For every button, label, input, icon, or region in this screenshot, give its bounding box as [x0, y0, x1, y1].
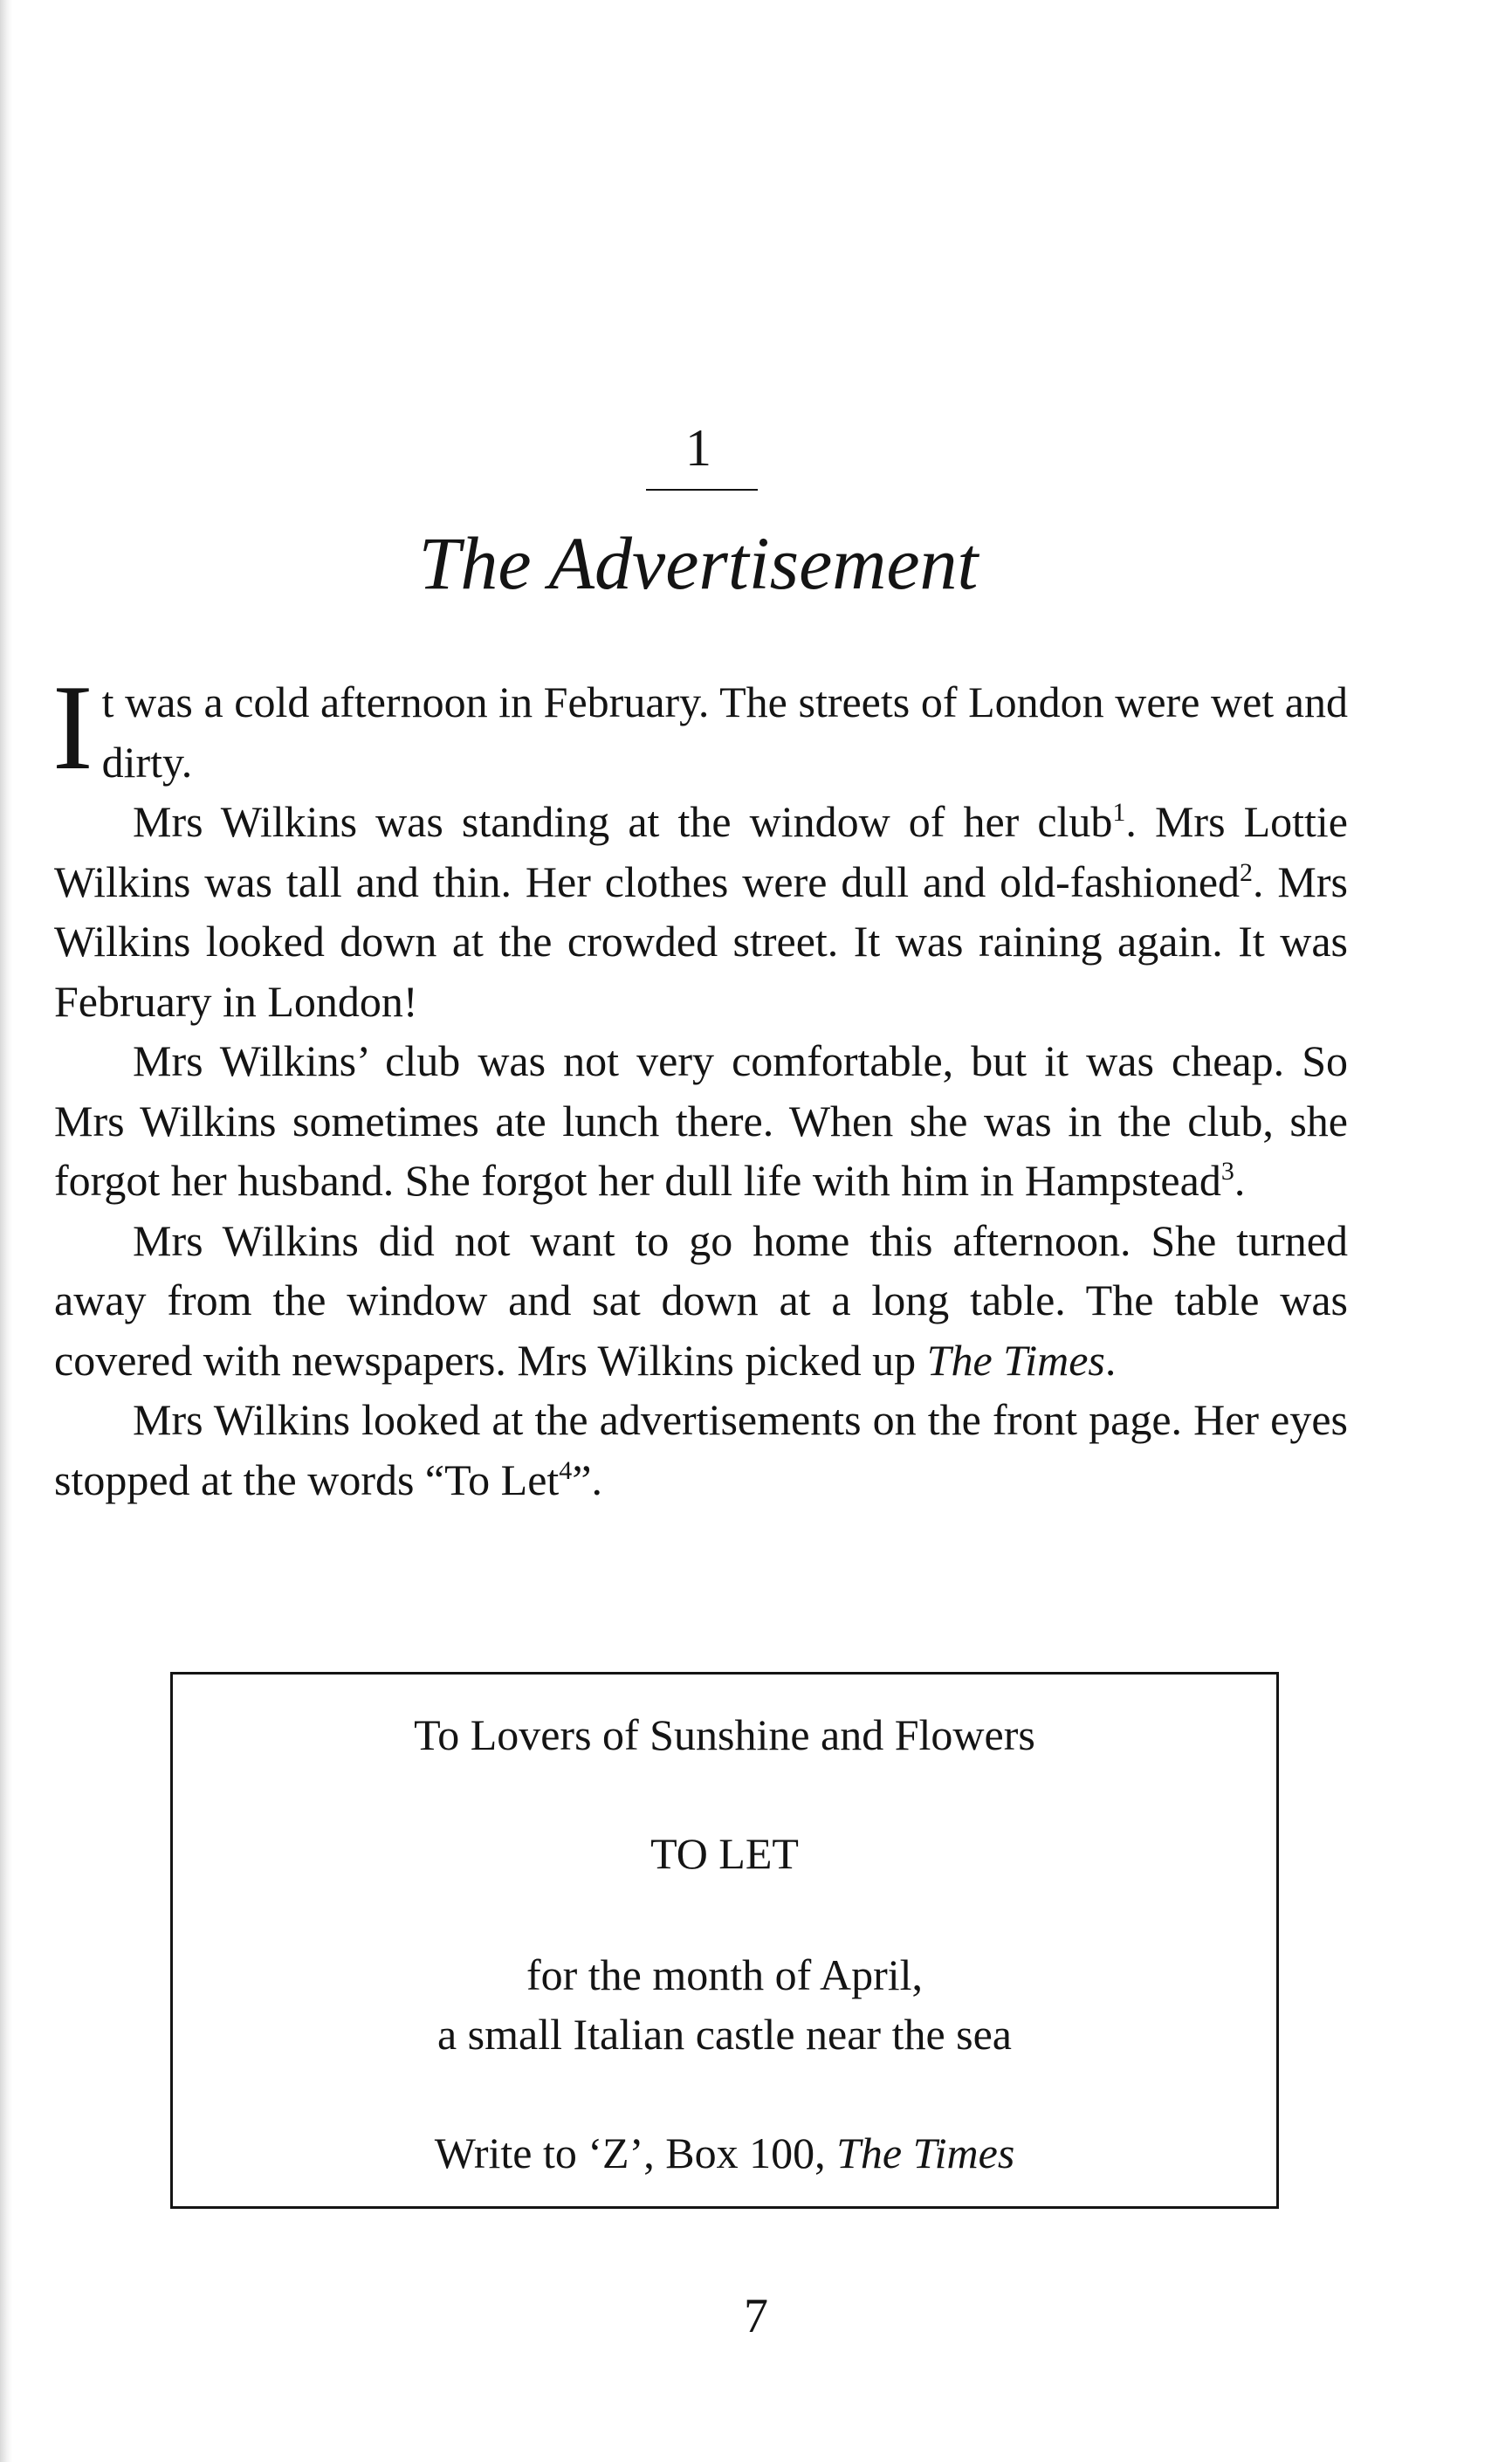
- paragraph-5-text-b: ”.: [572, 1455, 602, 1504]
- paragraph-4: [54, 1211, 1348, 1391]
- page-edge: [0, 0, 12, 2462]
- paragraph-4-text-b: .: [1104, 1335, 1117, 1385]
- page-number: 7: [744, 2289, 768, 2343]
- chapter-number: 1: [685, 419, 711, 477]
- chapter-title: The Advertisement: [418, 521, 979, 605]
- chapter-body: [52, 660, 1348, 1510]
- paragraph-2-text-b: . Mrs Lottie Wilkins was tall and thin. Her clothes were dull and old-fashioned: [54, 797, 1348, 906]
- ad-to-let: TO LET: [650, 1829, 799, 1878]
- ad-newspaper: The Times: [836, 2128, 1015, 2177]
- paragraph-3: [54, 1031, 1348, 1211]
- paragraph-1: [52, 660, 1348, 795]
- footnote-marker-3: 3: [1220, 1157, 1234, 1186]
- ad-property: a small Italian castle near the sea: [436, 2010, 1012, 2059]
- ad-write-to: [173, 2123, 1276, 2183]
- paragraph-3-text-b: .: [1234, 1156, 1246, 1205]
- paragraph-3-text-a: Mrs Wilkins’ club was not very comfortable, but it was cheap. So Mrs Wilkins sometimes ate lunch there. When she was in the club, she forgot her husband. She forgot her dull life with him in Hampstead: [54, 1036, 1348, 1205]
- footnote-marker-2: 2: [1240, 857, 1254, 887]
- paragraph-5-text-a: Mrs Wilkins looked at the advertisements on the front page. Her eyes stopped at the words “To Let: [54, 1395, 1348, 1504]
- paragraph-2-text-c: . Mrs Wilkins looked down at the crowded street. It was raining again. It was February in London!: [54, 856, 1348, 1026]
- newspaper-title: The Times: [926, 1335, 1105, 1385]
- ad-heading: To Lovers of Sunshine and Flowers: [414, 1710, 1035, 1759]
- paragraph-2-text-a: Mrs Wilkins was standing at the window of her club: [133, 797, 1113, 846]
- paragraph-4-text-a: Mrs Wilkins did not want to go home this afternoon. She turned away from the window and sat down at a long table. The table was covered with newspapers. Mrs Wilkins picked up: [54, 1215, 1348, 1385]
- advertisement-box: [170, 1672, 1279, 2209]
- paragraph-5: [54, 1390, 1348, 1510]
- footnote-marker-1: 1: [1112, 798, 1126, 827]
- paragraph-2: [54, 792, 1348, 1031]
- ad-month: for the month of April,: [526, 1950, 924, 1999]
- paragraph-1-text: t was a cold afternoon in February. The streets of London were wet and dirty.: [101, 677, 1348, 787]
- chapter-rule: [646, 489, 758, 491]
- footnote-marker-4: 4: [559, 1455, 573, 1485]
- drop-cap: I: [52, 660, 93, 795]
- ad-write-to-text: Write to ‘Z’, Box 100,: [434, 2128, 837, 2177]
